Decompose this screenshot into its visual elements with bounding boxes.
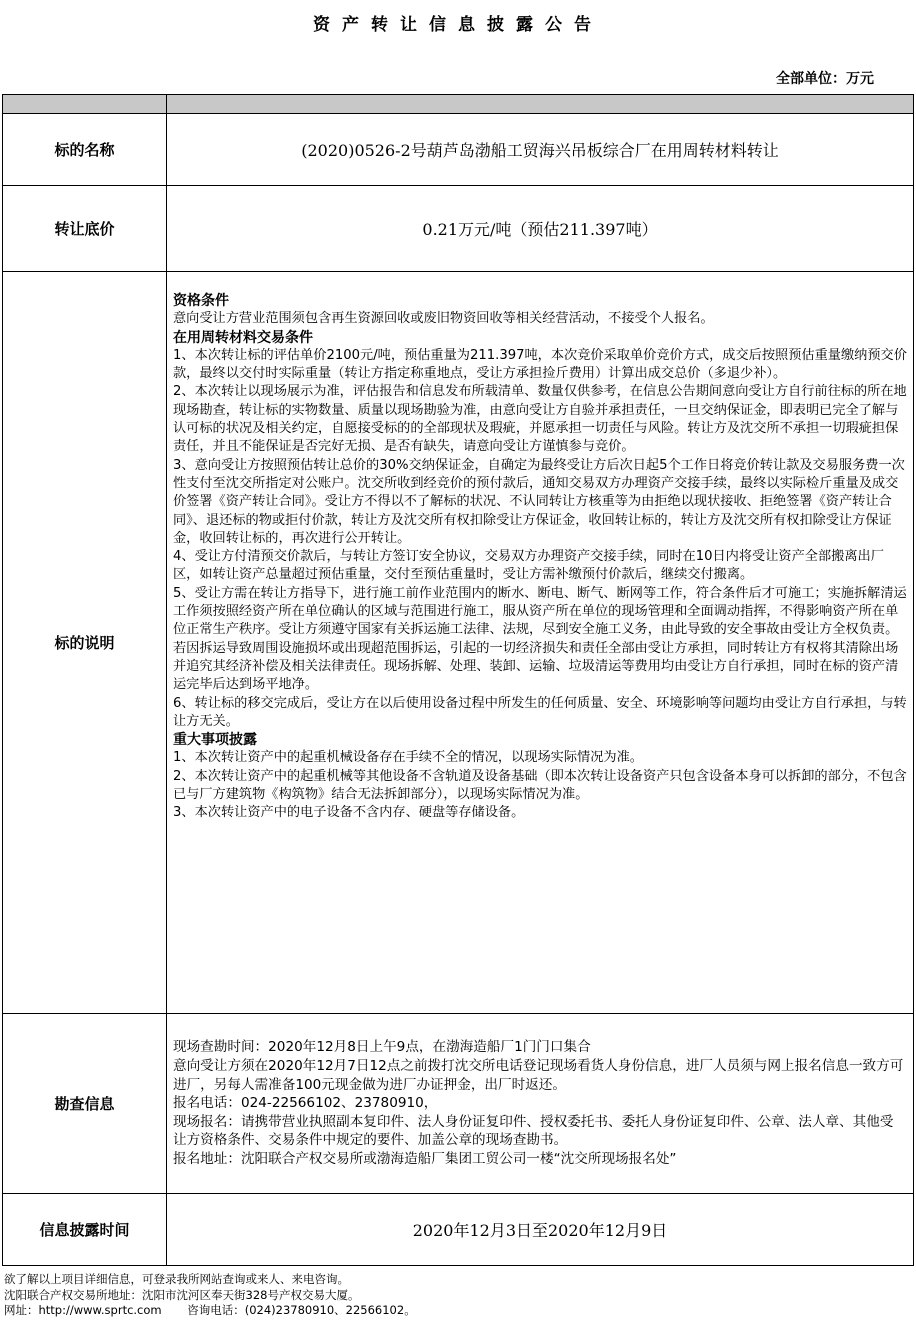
section-heading-trade-conditions: 在用周转材料交易条件 (173, 329, 313, 346)
inspection-time: 现场查勘时间：2020年12月8日上午9点，在渤海造船厂1门门口集合 (173, 1039, 591, 1056)
row-reserve-price (3, 186, 914, 272)
major-matter-2: 2、本次转让资产中的起重机械等其他设备不含轨道及设备基础（即本次转让设备资产只包含设备本身可以拆卸的部分，不包含已与厂方建筑物《构筑物》结合无法拆卸部分），以现场实际情况为准。 (173, 768, 907, 803)
label-asset-description: 标的说明 (3, 272, 167, 1014)
row-inspection-info (3, 1014, 914, 1194)
condition-item-1: 1、本次转让标的评估单价2100元/吨，预估重量为211.397吨，本次竞价采取单价竞价方式，成交后按照预估重量缴纳预交价款，最终以交付时实际重量（转让方指定称重地点，受让方承担捡斤费用）计算出成交总价（多退少补）。 (173, 347, 907, 382)
reserve-price-value: 0.21万元/吨（预估211.397吨） (167, 186, 914, 272)
footer-line-address: 沈阳联合产权交易所地址：沈阳市沈河区奉天街328号产权交易大厦。 (4, 1287, 360, 1302)
condition-item-2: 2、本次转让以现场展示为准，评估报告和信息发布所载清单、数量仅供参考，在信息公告期间意向受让方自行前往标的所在地现场勘查，转让标的实物数量、质量以现场勘验为准，由意向受让方自验并承担责任，一旦交纳保证金，即表明已完全了解与认可标的状况及相关约定，自愿接受标的的全部现状及瑕疵，并愿承担一切责任与风险。转让方及沈交所不承担一切瑕疵担保责任，并且不能保证是否完好无损、是否有缺失，请意向受让方谨慎参与竞价。 (173, 384, 907, 455)
unit-note: 全部单位：万元 (776, 71, 874, 87)
page-title: 资产转让信息披露公告 (313, 15, 603, 35)
registration-phone: 报名电话：024-22566102、23780910， (173, 1095, 438, 1112)
footer-line-inquiry: 欲了解以上项目详细信息，可登录我所网站查询或来人、来电咨询。 (4, 1272, 349, 1286)
disclosure-table (2, 94, 914, 1266)
section-heading-qualification: 资格条件 (173, 293, 229, 309)
major-matter-1: 1、本次转让资产中的起重机械设备存在手续不全的情况，以现场实际情况为准。 (173, 750, 643, 766)
qualification-text: 意向受让方营业范围须包含再生资源回收或废旧物资回收等相关经营活动，不接受个人报名。 (173, 311, 714, 327)
row-asset-name (3, 114, 914, 186)
label-reserve-price: 转让底价 (3, 186, 167, 272)
condition-item-3: 3、意向受让方按照预估转让总价的30%交纳保证金，自确定为最终受让方后次日起5个工作日将竞价转让款及交易服务费一次性支付至沈交所指定对公账户。沈交所收到经竞价的预付款后，通知交易双方办理资产交接手续，最终以实际检斤重量及成交价签署《资产转让合同》。受让方不得以不了解标的状况、不认同转让方核重等为由拒绝以现状接收、拒绝签署《资产转让合同》、退还标的物或拒付价款，转让方及沈交所有权扣除受让方保证金，收回转让标的，转让方及沈交所有权扣除受让方保证金，收回转让标的，再次进行公开转让。 (173, 457, 905, 546)
row-asset-description (3, 272, 914, 1014)
disclosure-period-value: 2020年12月3日至2020年12月9日 (167, 1194, 914, 1266)
condition-item-5: 5、受让方需在转让方指导下，进行施工前作业范围内的断水、断电、断气、断网等工作，符合条件后才可施工；实施拆解清运工作须按照经资产所在单位确认的区域与范围进行施工，服从资产所在单位的现场管理和全面调动指挥，不得影响资产所在单位正常生产秩序。受让方须遵守国家有关拆运施工法律、法规，尽到安全施工义务，由此导致的安全事故由受让方全权负责。若因拆运导致周围设施损坏或出现超范围拆运，引起的一切经济损失和责任全部由受让方承担，同时转让方有权将其清除出场并追究其经济补偿及相关法律责任。现场拆解、处理、装卸、运输、垃圾清运等费用均由受让方自行承担，同时在标的资产清运完毕后达到场平地净。 (173, 585, 907, 693)
inspection-info-content (167, 1014, 914, 1194)
footer-line-website-phone: 网址：http://www.sprtc.com 咨询电话：(024)23780910、22566102。 (4, 1303, 416, 1317)
onsite-registration: 现场报名：请携带营业执照副本复印件、法人身份证复印件、授权委托书、委托人身份证复印件、公章、法人章、其他受让方资格条件、交易条件中规定的要件、加盖公章的现场查勘书。 (173, 1113, 894, 1149)
label-inspection-info: 勘查信息 (3, 1014, 167, 1194)
condition-item-4: 4、受让方付清预交价款后，与转让方签订安全协议，交易双方办理资产交接手续，同时在10日内将受让资产全部搬离出厂区，如转让资产总量超过预估重量，交付至预估重量时，受让方需补缴预付价款后，继续交付搬离。 (173, 549, 884, 583)
footer-contact (4, 1272, 416, 1319)
section-heading-major-matters: 重大事项披露 (173, 732, 257, 749)
label-disclosure-period: 信息披露时间 (3, 1194, 167, 1266)
inspection-registration-note: 意向受让方须在2020年12月7日12点之前拨打沈交所电话登记现场看货人身份信息，进厂人员须与网上报名信息一致方可进厂，另每人需准备100元现金做为进厂办证押金，出厂时返还。 (173, 1058, 904, 1093)
row-disclosure-period (3, 1194, 914, 1266)
registration-address: 报名地址：沈阳联合产权交易所或渤海造船厂集团工贸公司一楼“沈交所现场报名处” (173, 1150, 677, 1167)
header-cell-right (167, 95, 914, 114)
header-cell-left (3, 95, 167, 114)
asset-description-content (167, 272, 914, 1014)
asset-name-value: (2020)0526-2号葫芦岛渤船工贸海兴吊板综合厂在用周转材料转让 (167, 114, 914, 186)
label-asset-name: 标的名称 (3, 114, 167, 186)
header-row (3, 95, 914, 114)
condition-item-6: 6、转让标的移交完成后，受让方在以后使用设备过程中所发生的任何质量、安全、环境影响等问题均由受让方自行承担，与转让方无关。 (173, 695, 907, 729)
major-matter-3: 3、本次转让资产中的电子设备不含内存、硬盘等存储设备。 (173, 805, 525, 821)
